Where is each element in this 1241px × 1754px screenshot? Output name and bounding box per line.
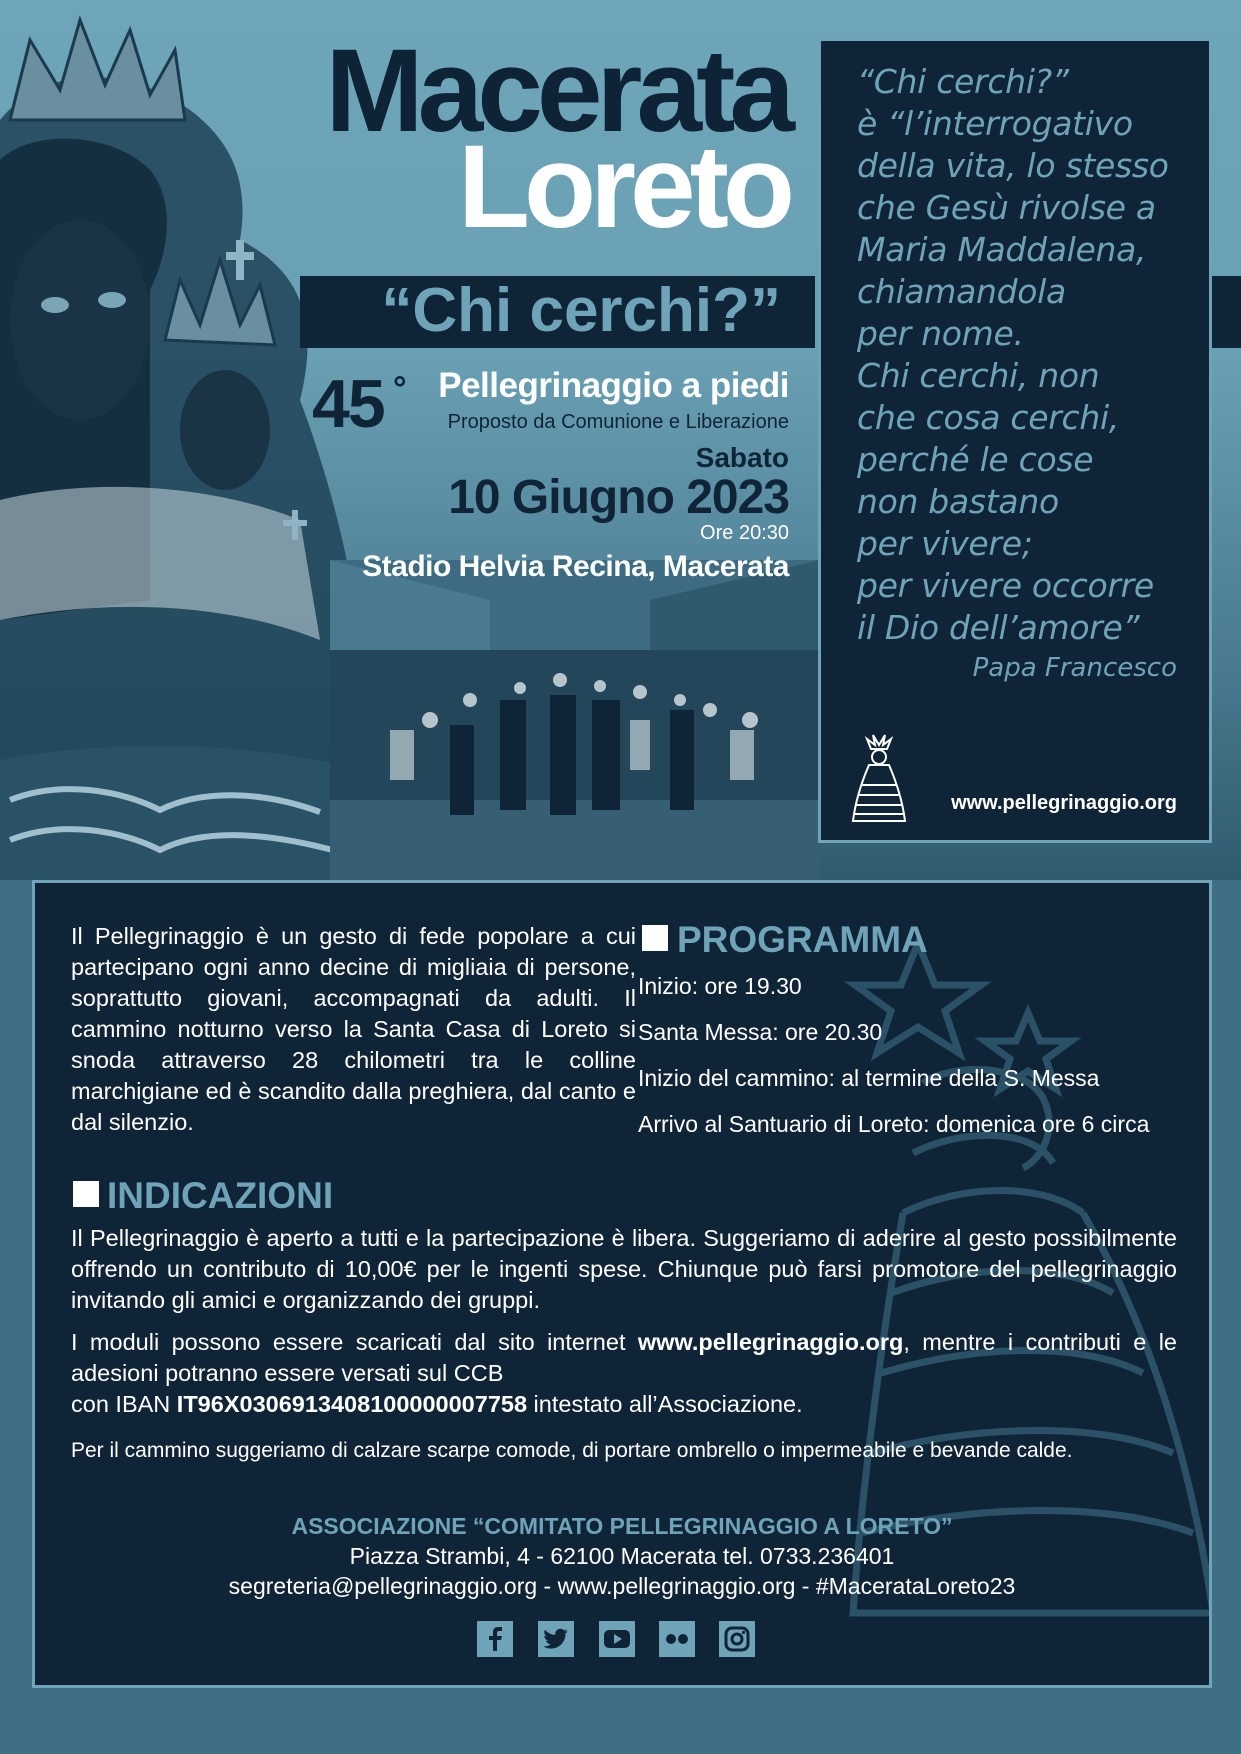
quote-box [818,38,1212,843]
indicazioni-text: con IBAN [71,1391,177,1417]
instagram-icon[interactable] [719,1621,755,1657]
proposed-by: Proposto da Comunione e Liberazione [447,411,789,433]
theme-band-right [1212,276,1241,348]
indicazioni-paragraph-3: Per il cammino suggeriamo di calzare scarpe comode, di portare ombrello o impermeabile e bevande calde. [71,1439,1073,1462]
flickr-icon[interactable] [659,1621,695,1657]
twitter-icon[interactable] [538,1621,574,1657]
indicazioni-text: intestato all’Associazione. [527,1391,803,1417]
programma-heading: PROGRAMMA [677,919,928,960]
youtube-icon[interactable] [599,1621,635,1657]
info-box [32,880,1212,1688]
title-loreto: Loreto [457,121,789,253]
quote-author: Papa Francesco [972,653,1177,683]
edition-number: 45 [312,366,384,442]
programma-square-icon [642,925,668,951]
event-time: Ore 20:30 [700,522,789,544]
association-contacts: segreteria@pellegrinaggio.org - www.pellegrinaggio.org - #MacerataLoreto23 [228,1573,1016,1599]
madonna-logo-icon [851,733,907,825]
theme-title: “Chi cerchi?” [381,276,781,345]
intro-paragraph: Il Pellegrinaggio è un gesto di fede popolare a cui partecipano ogni anno decine di migliaia di persone, soprattutto giovani, accompagnati da adulti. Il cammino notturno verso la Santa Casa di Loreto si snoda attraverso 28 chilometri tra le colline marchigiane ed è scandito dalla preghiera, dal canto e dal silenzio. [71,923,636,1135]
indicazioni-text: , mentre i contributi e le adesioni potranno essere versati sul CCB [71,1329,1178,1386]
pilgrims-crowd-photo [330,560,820,880]
edition-degree: ° [393,370,407,408]
event-venue: Stadio Helvia Recina, Macerata [362,550,789,583]
event-subtitle: Pellegrinaggio a piedi [438,366,789,405]
indicazioni-paragraph-1: Il Pellegrinaggio è aperto a tutti e la partecipazione è libera. Suggeriamo di aderire al gesto possibilmente offrendo un contributo di 10,00€ per le ingenti spese. Chiunque può farsi promotore del pellegrinaggio invitando gli amici e organizzando dei gruppi. [71,1225,1177,1313]
website-link[interactable]: www.pellegrinaggio.org [637,1329,904,1355]
event-date: 10 Giugno 2023 [448,471,789,524]
indicazioni-square-icon [73,1181,99,1207]
indicazioni-paragraph-2 [71,1327,1177,1420]
programma-item: Arrivo al Santuario di Loreto: domenica ore 6 circa [638,1111,1150,1137]
indicazioni-text: I moduli possono essere scaricati dal sito internet [71,1329,638,1355]
programma-item: Inizio del cammino: al termine della S. Messa [638,1065,1100,1091]
event-day: Sabato [695,442,789,473]
association-name: ASSOCIAZIONE “COMITATO PELLEGRINAGGIO A LORETO” [291,1513,953,1539]
association-address: Piazza Strambi, 4 - 62100 Macerata tel. 0733.236401 [349,1543,895,1569]
indicazioni-heading: INDICAZIONI [107,1175,334,1216]
programma-item: Santa Messa: ore 20.30 [638,1019,883,1045]
quote-text: “Chi cerchi?” è “l’interrogativo della vita, lo stesso che Gesù rivolse a Maria Maddalena, chiamandola per nome. Chi cerchi, non che cosa cerchi, perché le cose non bastano per vivere; per vivere occorre il Dio dell’amore” [857,62,1169,647]
facebook-icon[interactable] [477,1621,513,1657]
quote-website-link[interactable]: www.pellegrinaggio.org [951,792,1177,814]
iban-code: IT96X0306913408100000007758 [176,1391,528,1417]
programma-item: Inizio: ore 19.30 [638,973,802,999]
title-macerata: Macerata [325,25,789,157]
